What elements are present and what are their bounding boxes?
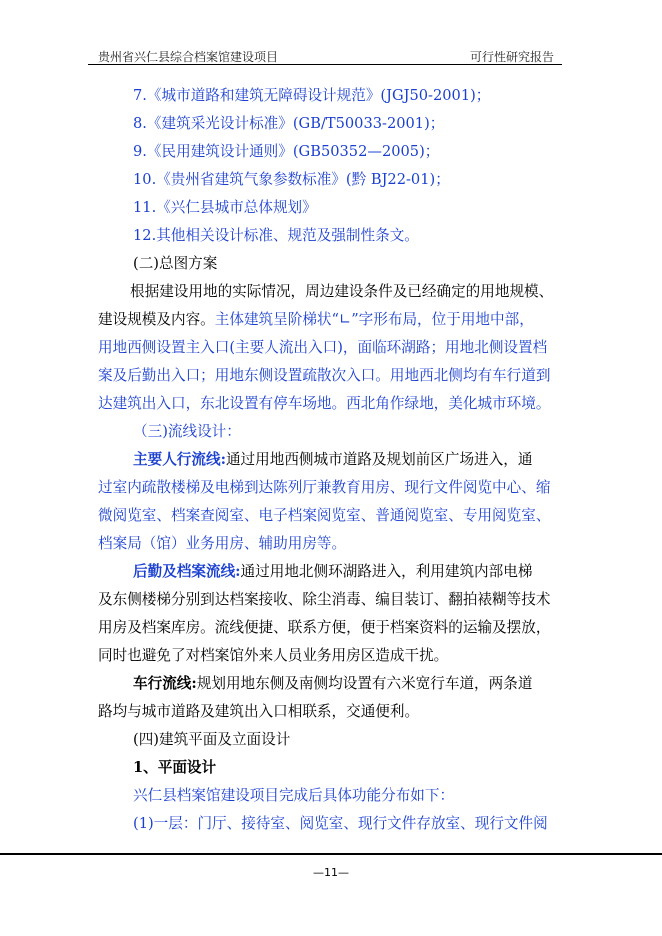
section-2-paragraph-line-1: 根据建设用地的实际情况，周边建设条件及已经确定的用地规模、 xyxy=(130,283,554,300)
pedestrian-flow-text: 通过用地西侧城市道路及规划前区广场进入，通 xyxy=(225,451,533,468)
logistics-flow-line-4: 同时也避免了对档案馆外来人员业务用房区造成干扰。 xyxy=(98,647,449,664)
vehicle-flow-text: 规划用地东侧及南侧均设置有六米宽行车道，两条道 xyxy=(196,675,533,692)
logistics-flow-text: 通过用地北侧环湖路进入，利用建筑内部电梯 xyxy=(240,563,533,580)
section-2-paragraph-layout: 主体建筑呈阶梯状“∟”字形布局，位于用地中部， xyxy=(214,311,534,328)
pedestrian-flow-line-2: 过室内疏散楼梯及电梯到达陈列厅兼教育用房、现行文件阅览中心、缩 xyxy=(98,479,551,496)
section-2-paragraph-line-2 xyxy=(98,310,534,330)
page-number: —11— xyxy=(313,866,349,879)
section-4-floor-1: (1)一层：门厅、接待室、阅览室、现行文件存放室、现行文件阅 xyxy=(133,815,548,832)
vehicle-flow-line-2: 路均与城市道路及建筑出入口相联系，交通便利。 xyxy=(98,703,420,720)
section-4-subtitle: 1、平面设计 xyxy=(133,759,217,776)
section-2-paragraph-line-3: 用地西侧设置主入口(主要人流出入口)，面临环湖路；用地北侧设置档 xyxy=(98,339,548,356)
standard-item-10: 10.《贵州省建筑气象参数标准》(黔 BJ22-01)； xyxy=(133,171,450,188)
pedestrian-flow-label: 主要人行流线: xyxy=(133,451,226,468)
standard-item-9: 9.《民用建筑设计通则》(GB50352—2005)； xyxy=(133,143,440,160)
header-right-title: 可行性研究报告 xyxy=(470,50,555,64)
section-4-title: (四)建筑平面及立面设计 xyxy=(133,731,291,748)
pedestrian-flow-line-3: 微阅览室、档案查阅室、电子档案阅览室、普通阅览室、专用阅览室、 xyxy=(98,507,551,524)
standard-item-11: 11.《兴仁县城市总体规划》 xyxy=(133,199,317,216)
pedestrian-flow-line-4: 档案局（馆）业务用房、辅助用房等。 xyxy=(98,535,347,552)
standard-item-7: 7.《城市道路和建筑无障碍设计规范》(JGJ50-2001)； xyxy=(133,87,491,104)
logistics-flow-line-2: 及东侧楼梯分别到达档案接收、除尘消毒、编目装订、翻拍裱糊等技术 xyxy=(98,591,551,608)
section-2-paragraph-intro: 建设规模及内容。 xyxy=(98,311,215,328)
logistics-flow-line-3: 用房及档案库房。流线便捷、联系方便，便于档案资料的运输及摆放， xyxy=(98,619,551,636)
section-2-title: (二)总图方案 xyxy=(133,255,218,272)
standard-item-12: 12.其他相关设计标准、规范及强制性条文。 xyxy=(133,227,419,244)
standard-item-8: 8.《建筑采光设计标准》(GB/T50033-2001)； xyxy=(133,115,445,132)
logistics-flow-line-1 xyxy=(133,562,532,582)
footer-divider xyxy=(0,853,662,855)
header-divider xyxy=(88,64,562,65)
vehicle-flow-line-1 xyxy=(133,674,532,694)
section-2-paragraph-line-5: 达建筑出入口，东北设置有停车场地。西北角作绿地，美化城市环境。 xyxy=(98,395,551,412)
logistics-flow-label: 后勤及档案流线: xyxy=(133,563,241,580)
pedestrian-flow-line-1 xyxy=(133,450,532,470)
section-4-intro: 兴仁县档案馆建设项目完成后具体功能分布如下： xyxy=(133,787,455,804)
section-3-title: （三)流线设计： xyxy=(133,423,241,440)
vehicle-flow-label: 车行流线: xyxy=(133,675,197,692)
header-left-title: 贵州省兴仁县综合档案馆建设项目 xyxy=(98,50,279,64)
section-2-paragraph-line-4: 案及后勤出入口；用地东侧设置疏散次入口。用地西北侧均有车行道到 xyxy=(98,367,551,384)
